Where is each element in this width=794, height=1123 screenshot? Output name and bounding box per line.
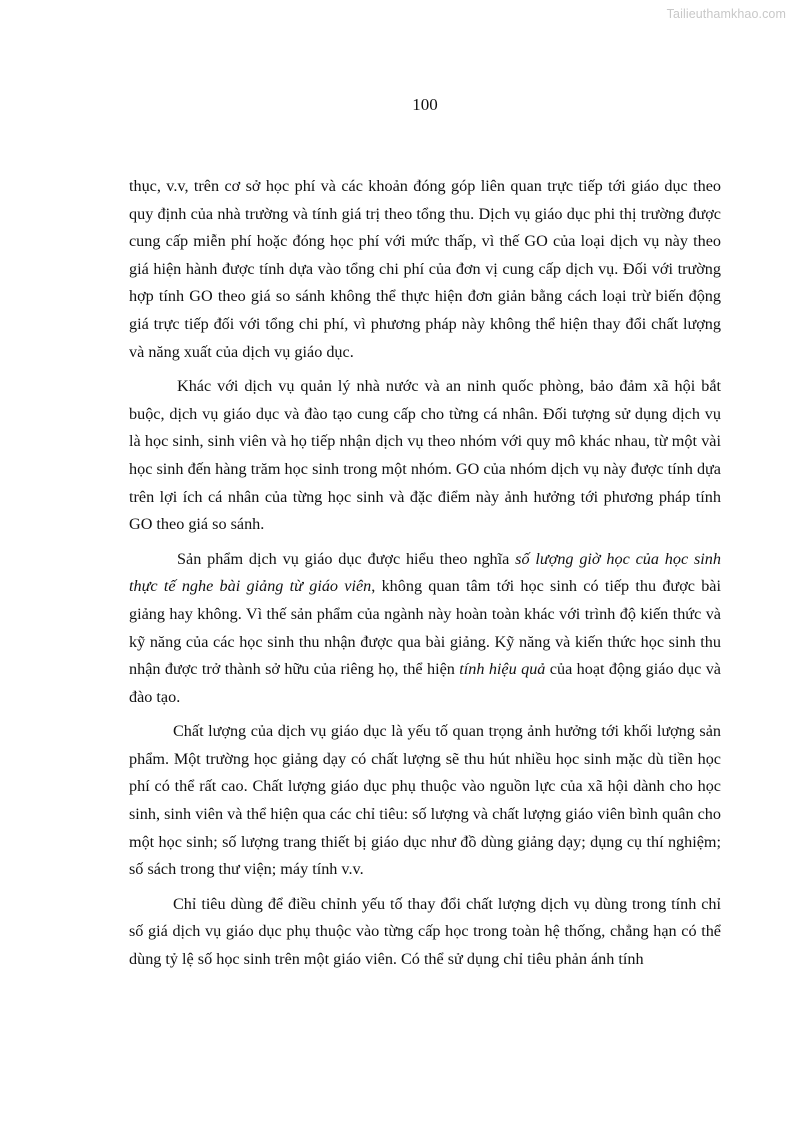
paragraph: Khác với dịch vụ quản lý nhà nước và an ninh quốc phòng, bảo đảm xã hội bắt buộc, dịch vụ giáo dục và đào tạo cung cấp cho từng cá nhân. Đối tượng sử dụng dịch vụ là học sinh, sinh viên và họ tiếp nhận dịch vụ theo nhóm với quy mô khác nhau, từ một vài học sinh đến hàng trăm học sinh trong một nhóm. GO của nhóm dịch vụ này được tính dựa trên lợi ích cá nhân của từng học sinh và đặc điểm này ảnh hưởng tới phương pháp tính GO theo giá so sánh.: [129, 377, 721, 534]
italic-phrase: tính hiệu quả: [459, 660, 546, 679]
paragraph: Chất lượng của dịch vụ giáo dục là yếu tố quan trọng ảnh hưởng tới khối lượng sản phẩm. Một trường học giảng dạy có chất lượng sẽ thu hút nhiều học sinh mặc dù tiền học phí có thể rất cao. Chất lượng giáo dục phụ thuộc vào nguồn lực của xã hội dành cho học sinh, sinh viên và thể hiện qua các chỉ tiêu: số lượng và chất lượng giáo viên bình quân cho một học sinh; số lượng trang thiết bị giáo dục như đồ dùng giảng dạy; dụng cụ thí nghiệm; số sách trong thư viện; máy tính v.v.: [129, 722, 721, 879]
italic-phrase: số lượng giờ học của học sinh thực tế nghe bài giảng từ giáo viên: [129, 549, 721, 596]
page-number: 100: [412, 95, 438, 114]
paragraph-text: của hoạt động giáo dục và đào tạo.: [129, 660, 721, 706]
paragraph-text: Sản phẩm dịch vụ giáo dục được hiểu theo nghĩa: [177, 549, 516, 568]
paragraph-text: , không quan tâm tới học sinh có tiếp thu được bài giảng hay không. Vì thế sản phẩm của ngành này hoàn toàn khác với trình độ kiến thức và kỹ năng của các học sinh thu nhận được qua bài giảng. Kỹ năng và kiến thức học sinh thu nhận được trở thành sở hữu của riêng họ, thể hiện: [129, 577, 721, 679]
paragraph: [129, 546, 721, 712]
document-body: [129, 173, 721, 981]
paragraph-continuation: thục, v.v, trên cơ sở học phí và các khoản đóng góp liên quan trực tiếp tới giáo dục theo quy định của nhà trường và tính giá trị theo tổng thu. Dịch vụ giáo dục phi thị trường được cung cấp miễn phí hoặc đóng học phí với mức thấp, vì thế GO của loại dịch vụ này theo giá hiện hành được tính dựa vào tổng chi phí của đơn vị cung cấp dịch vụ. Đối với trường hợp tính GO theo giá so sánh không thể thực hiện đơn giản bằng cách loại trừ biến động giá trực tiếp đối với tổng chi phí, vì phương pháp này không thể hiện thay đổi chất lượng và năng xuất của dịch vụ giáo dục.: [129, 177, 721, 361]
paragraph: Chỉ tiêu dùng để điều chỉnh yếu tố thay đổi chất lượng dịch vụ dùng trong tính chỉ số giá dịch vụ giáo dục phụ thuộc vào từng cấp học trong toàn hệ thống, chẳng hạn có thể dùng tỷ lệ số học sinh trên một giáo viên. Có thể sử dụng chỉ tiêu phản ánh tính: [129, 894, 721, 969]
watermark: Tailieuthamkhao.com: [666, 7, 786, 21]
